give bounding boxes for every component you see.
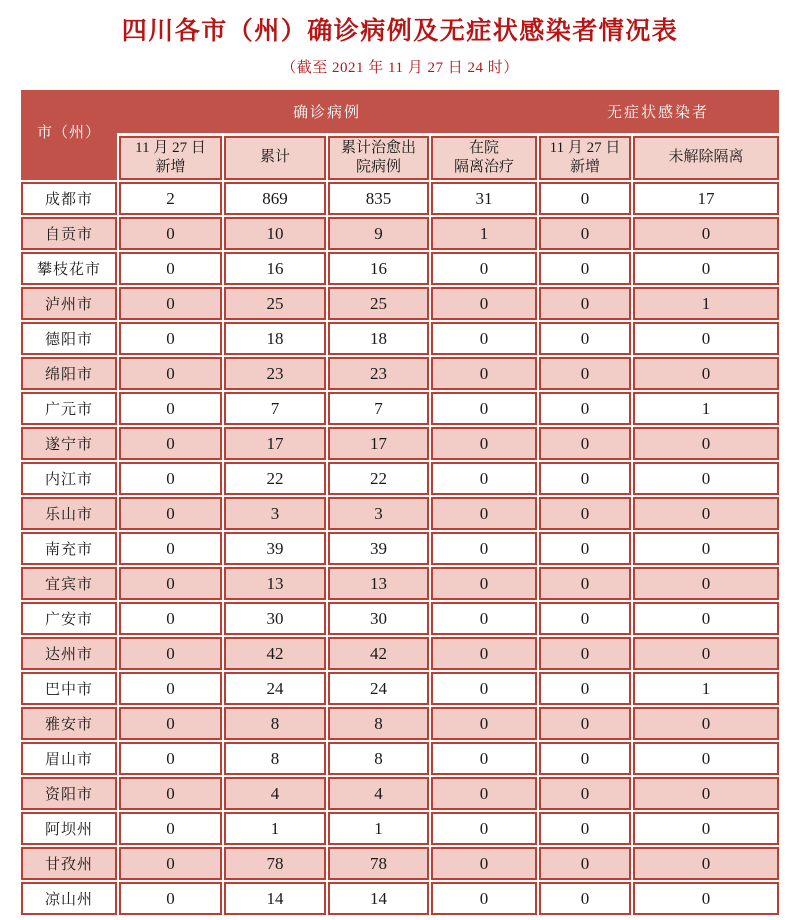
value-cell: 0: [539, 602, 631, 635]
value-cell: 13: [224, 567, 326, 600]
column-header-confirmed-new: [119, 136, 222, 180]
table-body: [21, 182, 779, 915]
value-cell: 42: [328, 637, 429, 670]
value-cell: 0: [539, 847, 631, 880]
city-cell: 遂宁市: [21, 427, 117, 460]
value-cell: 0: [633, 602, 779, 635]
city-cell: 达州市: [21, 637, 117, 670]
city-cell: 广安市: [21, 602, 117, 635]
value-cell: 8: [328, 707, 429, 740]
value-cell: 0: [119, 742, 222, 775]
value-cell: 0: [119, 322, 222, 355]
value-cell: 18: [224, 322, 326, 355]
value-cell: 869: [224, 182, 326, 215]
value-cell: 0: [539, 182, 631, 215]
city-cell: 眉山市: [21, 742, 117, 775]
value-cell: 0: [119, 882, 222, 915]
value-cell: 0: [539, 322, 631, 355]
value-cell: 0: [119, 287, 222, 320]
value-cell: 0: [539, 882, 631, 915]
city-cell: 南充市: [21, 532, 117, 565]
value-cell: 0: [431, 497, 537, 530]
value-cell: 3: [328, 497, 429, 530]
value-cell: 0: [119, 497, 222, 530]
value-cell: 0: [633, 637, 779, 670]
value-cell: 0: [431, 672, 537, 705]
value-cell: 0: [431, 427, 537, 460]
value-cell: 18: [328, 322, 429, 355]
group-header-asymptomatic: 无症状感染者: [606, 105, 709, 121]
value-cell: 0: [431, 287, 537, 320]
value-cell: 0: [431, 532, 537, 565]
city-cell: 雅安市: [21, 707, 117, 740]
value-cell: 16: [328, 252, 429, 285]
value-cell: 8: [224, 707, 326, 740]
value-cell: 24: [328, 672, 429, 705]
value-cell: 30: [224, 602, 326, 635]
value-cell: 0: [431, 882, 537, 915]
value-cell: 31: [431, 182, 537, 215]
column-header-line: 隔离治疗: [453, 159, 514, 175]
value-cell: 0: [633, 427, 779, 460]
value-cell: 23: [328, 357, 429, 390]
value-cell: 0: [431, 812, 537, 845]
value-cell: 0: [633, 497, 779, 530]
value-cell: 78: [224, 847, 326, 880]
value-cell: 0: [633, 847, 779, 880]
value-cell: 0: [119, 812, 222, 845]
value-cell: 0: [539, 812, 631, 845]
value-cell: 0: [633, 777, 779, 810]
value-cell: 8: [328, 742, 429, 775]
value-cell: 0: [633, 462, 779, 495]
value-cell: 0: [431, 392, 537, 425]
value-cell: 0: [633, 252, 779, 285]
value-cell: 17: [328, 427, 429, 460]
page-subtitle: （截至 2021 年 11 月 27 日 24 时）: [281, 60, 519, 76]
value-cell: 0: [119, 217, 222, 250]
value-cell: 0: [633, 567, 779, 600]
city-cell: 广元市: [21, 392, 117, 425]
value-cell: 78: [328, 847, 429, 880]
column-header-not-released: [633, 136, 779, 180]
column-header-cured-discharged: [328, 136, 429, 180]
value-cell: 0: [539, 497, 631, 530]
city-cell: 德阳市: [21, 322, 117, 355]
value-cell: 0: [539, 357, 631, 390]
city-cell: 成都市: [21, 182, 117, 215]
column-header-line: 11 月 27 日: [135, 139, 206, 156]
value-cell: 0: [119, 392, 222, 425]
value-cell: 0: [431, 742, 537, 775]
value-cell: 0: [119, 672, 222, 705]
city-cell: 甘孜州: [21, 847, 117, 880]
value-cell: 0: [539, 707, 631, 740]
value-cell: 0: [539, 637, 631, 670]
value-cell: 7: [224, 392, 326, 425]
value-cell: 0: [119, 427, 222, 460]
group-header-confirmed-cases: 确诊病例: [292, 105, 361, 121]
value-cell: 0: [431, 602, 537, 635]
value-cell: 0: [119, 847, 222, 880]
value-cell: 17: [633, 182, 779, 215]
value-cell: 0: [633, 217, 779, 250]
column-header-line: 累计: [259, 149, 290, 166]
value-cell: 0: [431, 357, 537, 390]
value-cell: 0: [633, 357, 779, 390]
value-cell: 25: [224, 287, 326, 320]
value-cell: 0: [539, 672, 631, 705]
value-cell: 0: [539, 217, 631, 250]
city-cell: 宜宾市: [21, 567, 117, 600]
value-cell: 0: [431, 847, 537, 880]
city-cell: 攀枝花市: [21, 252, 117, 285]
column-header-line: 11 月 27 日: [549, 139, 621, 156]
value-cell: 0: [539, 532, 631, 565]
table-header: [21, 90, 779, 180]
column-header-line: 累计治愈出: [340, 139, 416, 156]
value-cell: 1: [328, 812, 429, 845]
value-cell: 0: [431, 707, 537, 740]
value-cell: 835: [328, 182, 429, 215]
column-header-line: 新增: [155, 159, 186, 175]
value-cell: 39: [328, 532, 429, 565]
value-cell: 0: [119, 602, 222, 635]
value-cell: 1: [431, 217, 537, 250]
column-header-asym-new: [539, 136, 631, 180]
value-cell: 0: [539, 252, 631, 285]
value-cell: 39: [224, 532, 326, 565]
value-cell: 0: [633, 532, 779, 565]
value-cell: 0: [119, 462, 222, 495]
value-cell: 0: [431, 567, 537, 600]
column-header-in-hospital: [431, 136, 537, 180]
column-header-line: 院病例: [355, 159, 401, 175]
value-cell: 0: [539, 567, 631, 600]
page-title: 四川各市（州）确诊病例及无症状感染者情况表: [121, 18, 679, 45]
value-cell: 0: [633, 707, 779, 740]
value-cell: 8: [224, 742, 326, 775]
value-cell: 0: [119, 357, 222, 390]
value-cell: 4: [224, 777, 326, 810]
value-cell: 14: [328, 882, 429, 915]
city-cell: 阿坝州: [21, 812, 117, 845]
value-cell: 24: [224, 672, 326, 705]
value-cell: 0: [539, 427, 631, 460]
value-cell: 9: [328, 217, 429, 250]
value-cell: 17: [224, 427, 326, 460]
value-cell: 22: [224, 462, 326, 495]
value-cell: 0: [119, 707, 222, 740]
column-header-line: 未解除隔离: [668, 149, 744, 166]
value-cell: 0: [633, 882, 779, 915]
value-cell: 0: [633, 742, 779, 775]
corner-header-city: 市（州）: [36, 124, 101, 141]
value-cell: 0: [633, 812, 779, 845]
value-cell: 0: [633, 322, 779, 355]
column-header-line: 在院: [468, 139, 499, 156]
value-cell: 0: [119, 567, 222, 600]
value-cell: 1: [633, 392, 779, 425]
value-cell: 0: [119, 637, 222, 670]
value-cell: 0: [539, 462, 631, 495]
value-cell: 30: [328, 602, 429, 635]
column-headers-row: [117, 133, 779, 180]
value-cell: 22: [328, 462, 429, 495]
value-cell: 7: [328, 392, 429, 425]
value-cell: 4: [328, 777, 429, 810]
value-cell: 0: [539, 392, 631, 425]
city-cell: 内江市: [21, 462, 117, 495]
value-cell: 0: [539, 287, 631, 320]
column-header-line: 新增: [569, 159, 600, 175]
value-cell: 16: [224, 252, 326, 285]
value-cell: 0: [119, 777, 222, 810]
value-cell: 1: [633, 672, 779, 705]
column-header-cumulative: [224, 136, 326, 180]
value-cell: 0: [431, 637, 537, 670]
value-cell: 10: [224, 217, 326, 250]
city-cell: 资阳市: [21, 777, 117, 810]
value-cell: 0: [431, 777, 537, 810]
city-cell: 泸州市: [21, 287, 117, 320]
value-cell: 3: [224, 497, 326, 530]
value-cell: 23: [224, 357, 326, 390]
value-cell: 0: [539, 777, 631, 810]
city-cell: 巴中市: [21, 672, 117, 705]
city-cell: 凉山州: [21, 882, 117, 915]
value-cell: 1: [633, 287, 779, 320]
value-cell: 0: [431, 252, 537, 285]
value-cell: 2: [119, 182, 222, 215]
value-cell: 0: [431, 462, 537, 495]
value-cell: 42: [224, 637, 326, 670]
value-cell: 0: [431, 322, 537, 355]
value-cell: 25: [328, 287, 429, 320]
city-cell: 绵阳市: [21, 357, 117, 390]
value-cell: 0: [119, 532, 222, 565]
value-cell: 0: [119, 252, 222, 285]
value-cell: 13: [328, 567, 429, 600]
city-cell: 自贡市: [21, 217, 117, 250]
city-cell: 乐山市: [21, 497, 117, 530]
value-cell: 0: [539, 742, 631, 775]
value-cell: 1: [224, 812, 326, 845]
value-cell: 14: [224, 882, 326, 915]
covid-table: [21, 90, 779, 915]
